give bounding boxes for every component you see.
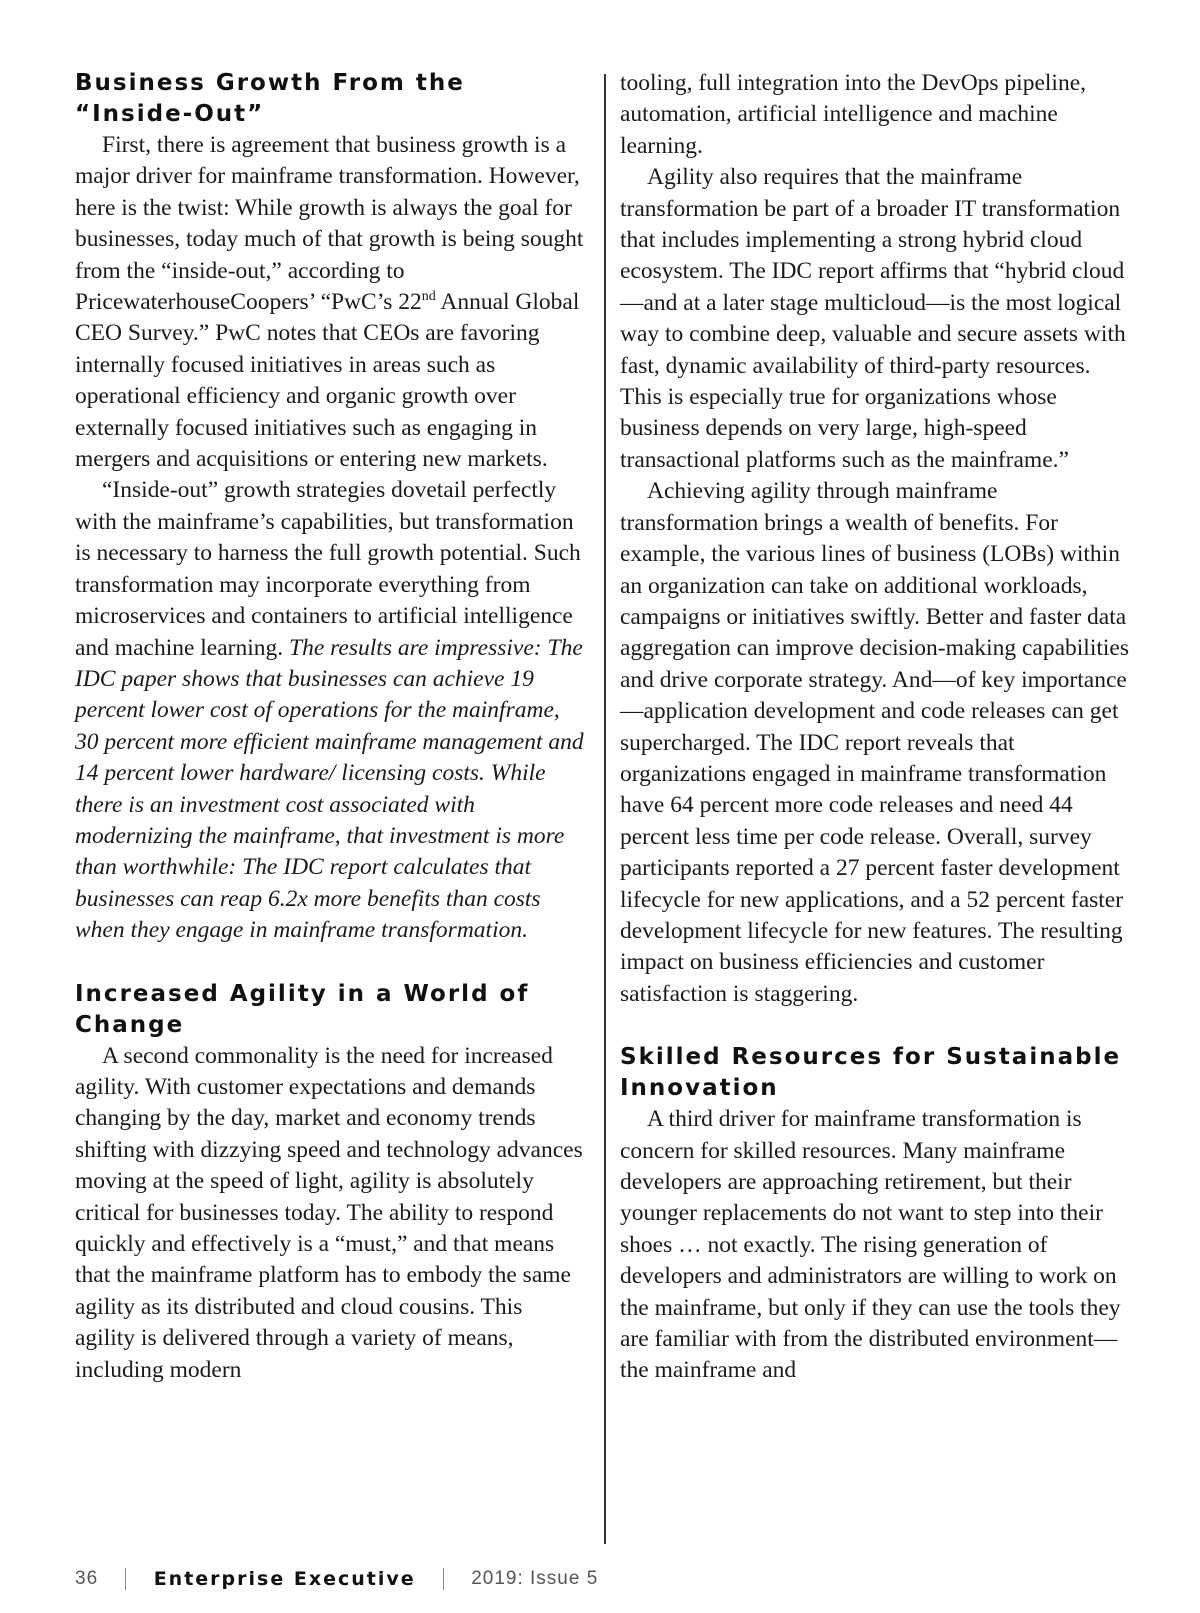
footer-divider <box>443 1568 444 1590</box>
paragraph-text: “Inside-out” growth strategies dovetail perfectly with the mainframe’s capabilities, but transformation is necessary to harness the full growth potential. Such transformation may incorporate everything from microservices and containers to artificial intelligence and machine learning. <box>75 477 581 661</box>
magazine-title: Enterprise Executive <box>153 1568 416 1590</box>
paragraph: tooling, full integration into the DevOps pipeline, automation, artificial intelligence and machine learning. <box>620 70 1087 159</box>
paragraph: Agility also requires that the mainframe transformation be part of a broader IT transformation that includes implementing a strong hybrid cloud ecosystem. The IDC report affirms that “hybrid cloud—and at a later stage multicloud—is the most logical way to combine deep, valuable and secure assets with fast, dynamic availability of third-party resources. This is especially true for organizations whose business depends on very large, high-speed transactional platforms such as the mainframe.” <box>620 164 1126 473</box>
heading-skilled-resources: Skilled Resources for Sustainable Innovation <box>620 1044 1122 1102</box>
page-footer <box>75 1568 598 1598</box>
heading-increased-agility: Increased Agility in a World of Change <box>75 980 530 1038</box>
paragraph <box>75 475 587 946</box>
paragraph <box>75 130 587 475</box>
page-number: 36 <box>75 1568 99 1589</box>
paragraph-text: First, there is agreement that business growth is a major driver for mainframe transformation. However, here is the twist: While growth is always the goal for businesses, today much of that growth is being sought from the “inside-out,” according to PricewaterhouseCoopers’ “PwC’s 22 <box>75 132 584 316</box>
right-column <box>620 68 1135 1387</box>
paragraph: A second commonality is the need for increased agility. With customer expectations and demands changing by the day, market and economy trends shifting with dizzying speed and technology advances moving at the speed of light, agility is absolutely critical for businesses today. The ability to respond quickly and effectively is a “must,” and that means that the mainframe platform has to embody the same agility as its distributed and cloud cousins. This agility is delivered through a variety of means, including modern <box>75 1042 583 1383</box>
spacer <box>75 947 587 979</box>
ordinal-suffix: nd <box>421 289 436 305</box>
left-column <box>75 68 587 1386</box>
heading-business-growth: Business Growth From the “Inside-Out” <box>75 70 465 127</box>
italic-passage: The results are impressive: The IDC paper shows that businesses can achieve 19 percent lower cost of operations for the mainframe, 30 percent more efficient mainframe management and 14 percent lower hardware/ licensing costs. While there is an investment cost associated with modernizing the mainframe, that investment is more than worthwhile: The IDC report calculates that businesses can reap 6.2x more benefits than costs when they engage in mainframe transformation. <box>75 634 584 944</box>
column-divider <box>604 74 606 1544</box>
paragraph-text: Annual Global CEO Survey.” PwC notes that CEOs are favoring internally focused initiatives in areas such as operational efficiency and organic growth over externally focused initiatives such as engaging in mergers and acquisitions or entering new markets. <box>75 289 580 473</box>
spacer <box>620 1010 1135 1042</box>
paragraph: Achieving agility through mainframe transformation brings a wealth of benefits. For example, the various lines of business (LOBs) within an organization can take on additional workloads, campaigns or initiatives swiftly. Better and faster data aggregation can improve decision-making capabilities and drive corporate strategy. And—of key importance—application development and code releases can get supercharged. The IDC report reveals that organizations engaged in mainframe transformation have 64 percent more code releases and need 44 percent less time per code release. Overall, survey participants reported a 27 percent faster development lifecycle for new applications, and a 52 percent faster development lifecycle for new features. The resulting impact on business efficiencies and customer satisfaction is staggering. <box>620 478 1129 1007</box>
issue-label: 2019: Issue 5 <box>471 1568 599 1589</box>
footer-divider <box>125 1568 126 1590</box>
paragraph: A third driver for mainframe transformation is concern for skilled resources. Many mainframe developers are approaching retirement, but their younger replacements do not want to step into their shoes … not exactly. The rising generation of developers and administrators are willing to work on the mainframe, but only if they can use the tools they are familiar with from the distributed environment—the mainframe and <box>620 1106 1121 1384</box>
